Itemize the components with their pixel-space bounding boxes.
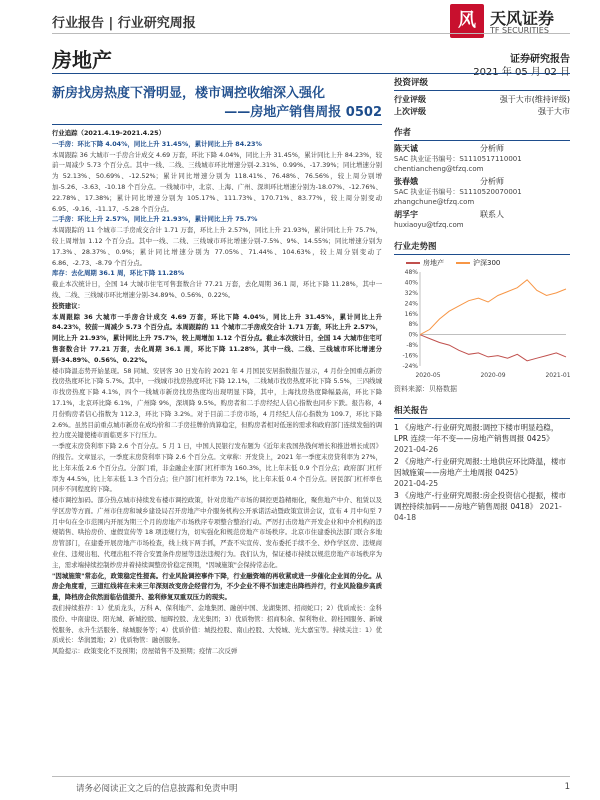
brand-logo [450, 4, 570, 42]
footer [0, 772, 600, 800]
related-date: 2021-04-26 [394, 445, 439, 454]
related-title[interactable]: 3 《房地产-行业研究周报:房企投资信心提振，楼市调控持续加码——房地产销售周报 0418》 [394, 491, 567, 511]
body-paragraph: 行业追踪（2021.4.19-2021.4.25） [52, 129, 165, 137]
y-tick-label: 40% [404, 279, 418, 287]
body-paragraph: 投资建议： [52, 301, 84, 310]
body-paragraph: 风险提示：政策变化不及预期；房屋销售不及预期；疫情二次反弹 [52, 647, 238, 656]
y-tick-label: 32% [404, 289, 418, 297]
y-tick-label: 0% [408, 331, 418, 339]
chart-source: 资料来源：贝格数据 [394, 385, 457, 393]
y-tick-label: 48% [404, 269, 418, 276]
legend-label: 沪深300 [473, 259, 501, 267]
related-heading: 相关报告 [394, 404, 570, 419]
x-tick-label: 2020-09 [480, 372, 506, 379]
body-paragraph: 截止本次统计日，全国 14 大城市住宅可售套数合计 77.21 万套，去化周期 36.1 周，环比下降 11.28%，其中一线、二线、三线城市环比增速分别-34.89%、0.56%、0.22%。 [52, 280, 382, 299]
chart-legend [406, 258, 570, 268]
report-category: 行业报告 | 行业研究周报 [52, 16, 196, 31]
body-paragraph: 一季度末房贷利率下降 2.6 个百分点。5 月 1 日，中国人民银行发布题为《近年来我国热钱何增长和推进增长成因》的报告。文章显示，一季度末房贷利率下降 2.6 个百分点。文章称：开发贷上，2021 年一季度末房贷利率为 27%，比上年末低 2.6 个百分点。分部门看，非金融企业部门杠杆率为 160.3%，比上年末低 0.9 个百分点；政府部门杠杆率为 44.5%，比上年末低 1.3 个百分点；住户部门杠杆率为 72.1%，比上年末低 0.4 个百分点。居民部门杠杆率也同步不同程度的下降。 [52, 442, 382, 494]
legend-label: 房地产 [423, 259, 444, 267]
disclaimer-text: 请务必阅读正文之后的信息披露和免责申明 [76, 784, 238, 794]
x-tick-label: 2021-01 [545, 372, 570, 379]
legend-swatch [406, 262, 420, 264]
related-title[interactable]: 2 《房地产-行业研究周报:土地供应环比降温，楼市因城施策——房地产土地周报 0425》 [394, 457, 567, 477]
body-paragraph: 我们持续推荐：1）优质龙头，万科 A、保利地产、金地集团、融创中国、龙湖集团、招商蛇口；2）优质成长：金科股份、中南建设、阳光城、新城控股、旭辉控股、龙光集团；3）优质物管：招商积余、保利物业、碧桂园服务、新城悦服务、永升生活服务、绿城服务等；4）优质价值：城投控股、南山控股、大悦城、光大嘉宝等。持续关注：1）优质成长：华润置地；2）优质物管：融创服务。 [52, 604, 382, 645]
footer-divider [52, 776, 570, 777]
series-line-property [420, 335, 566, 361]
legend-swatch [456, 262, 470, 264]
report-body [52, 128, 382, 657]
analyst-email[interactable]: huxiaoyu@tfzq.com [394, 221, 464, 229]
trend-chart [394, 268, 570, 380]
page-number: 1 [564, 782, 570, 792]
analyst-name: 陈天诚 [394, 144, 418, 153]
rating-value: 强于大市(维持评级) [499, 95, 570, 104]
related-report-3[interactable] [394, 490, 570, 523]
y-tick-label: 16% [404, 310, 418, 318]
analyst-role: 联系人 [480, 210, 504, 219]
x-tick-label: 2020-05 [415, 372, 441, 379]
logo-mark-icon: 风 [450, 4, 484, 38]
analyst-email[interactable]: zhangchune@tfzq.com [394, 198, 475, 206]
related-report-2[interactable] [394, 456, 570, 489]
prev-rating-row [394, 106, 570, 118]
sector-title: 房地产 [52, 48, 112, 72]
body-paragraph: "因城施策"常态化，政策稳定性提高。行业风险调控事件下降，行业融资端的再收紧或进一步催化企业间的分化。从房企角度看，三道红线将在未来三年深刻改变房企经营行为，不少企业不得不加速走出降档并行，行业风险稳步高质量，降档房企依然面临估值提升、盈利修复双重双压力的现实。 [52, 571, 382, 602]
body-paragraph: 楼市调控加码。部分热点城市持续发布楼市调控政策，针对房地产市场的调控更趋精细化，聚焦地产中介、租赁以及学区房等方面。广州市住房和城乡建设局召开房地产中介服务机构公开承诺活动暨政策宣讲会议，宣布 4 月中旬至 7 月中旬在全市范围内开展为期三个月的房地产市场秩序专项整合整治行动。严厉打击房地产开发企业和中介机构的违规销售、哄抬房价、虚假宣传等 18 项违规行为，切实强化和规范房地产市场秩序。北京市住建委执法部门联合多地房管部门，在建委开展房地产市场检查，线上线下两手抓，严查不实宣传、发布委托手续不全、炒作学区房、违规商业住、违规出租、代理出租不符合安置条件房屋等违法违规行为。我们认为，保证楼市持续以规范房地产市场秩序为主，需求端持续控制炒房并着持续调整房价稳定预期，"因城施策"会保持常态化。 [52, 496, 382, 569]
authors-heading: 作者 [394, 126, 570, 141]
legend-item-hs300 [456, 258, 500, 268]
series-line-hs300 [420, 280, 566, 335]
sector-divider [52, 73, 570, 74]
related-title[interactable]: 1 《房地产-行业研究周报:调控下楼市明显趋稳，LPR 连续一年不变——房地产销售周报 0425》 [394, 423, 559, 443]
trend-heading: 行业走势图 [394, 240, 570, 255]
y-tick-label: -8% [406, 342, 418, 350]
legend-item-property [406, 258, 444, 268]
analyst-2 [394, 177, 570, 207]
title-divider [52, 124, 382, 125]
y-tick-label: -24% [402, 363, 418, 370]
analyst-role: 分析师 [480, 144, 504, 153]
related-date: 2021-04-25 [394, 479, 439, 488]
logo-en: TF SECURITIES [490, 26, 549, 35]
rating-label: 行业评级 [394, 95, 426, 104]
body-paragraph: 一手房：环比下降 4.04%，同比上升 31.45%，累计同比上升 84.23% [52, 139, 262, 148]
body-paragraph: 二手房：环比上升 2.57%，同比上升 21.93%，累计同比上升 75.7% [52, 215, 258, 224]
body-paragraph: 库存：去化周期 36.1 周，环比下降 11.28% [52, 269, 185, 278]
body-paragraph: 本周跟踪 36 大城市一手房合计成交 4.69 万套，环比下降 4.04%，同比上升 31.45%，累计同比上升 84.23%，较前一周减少 5.73 个百分点。其中一线、二线、三线城市环比增速分别-2.31%、0.99%、-17.39%；同比增速分别为 52.13%、50.69%、-12.52%；累计同比增速分别为 118.41%、76.48%、76.56%，较上周分别增加-5.26、-3.63、-10.18 个百分点。一线城市中，北京、上海、广州、深圳环比增速分别为-18.07%、-12.76%、22.78%、17.38%；累计同比增速分别为 105.17%、111.73%、170.71%、83.77%，较上周分别变动 6.95、-9.16、-11.17、-5.28 个百分点。 [52, 150, 382, 213]
related-reports [394, 422, 570, 523]
analyst-role: 分析师 [480, 177, 504, 186]
header-divider [52, 33, 570, 34]
title-line-2: ——房地产销售周报 0502 [224, 105, 382, 120]
report-type: 证券研究报告 [510, 54, 570, 65]
related-report-1[interactable] [394, 422, 570, 455]
y-tick-label: 24% [404, 300, 418, 308]
prev-rating-value: 强于大市 [538, 107, 570, 116]
analyst-name: 胡孚宇 [394, 210, 418, 219]
analyst-email[interactable]: chentiancheng@tfzq.com [394, 165, 484, 173]
rating-heading: 投资评级 [394, 76, 570, 91]
body-paragraph: 本周跟踪的 11 个城市二手房成交合计 1.71 万套，环比上升 2.57%，同比上升 21.93%，累计同比上升 75.7%，较上周增加 1.12 个百分点。其中一线、二线、三线城市环比增速分别-7.5%、9%、14.55%；同比增速分别为 17.3%、28.37%、0.9%；累计同比增速分别为 77.05%、71.44%、104.63%，较上周分别变动了 6.86、-2.73、-8.79 个百分点。 [52, 226, 382, 267]
analyst-3 [394, 210, 570, 230]
related-date: 2021-04-18 [394, 502, 562, 522]
report-title [52, 84, 382, 122]
analyst-1 [394, 144, 570, 174]
analyst-license: SAC 执业证书编号：S1110517110001 [394, 155, 522, 163]
y-tick-label: 8% [408, 321, 418, 329]
logo-name: 天风证券 [490, 9, 555, 28]
y-tick-label: -16% [402, 352, 418, 360]
prev-rating-label: 上次评级 [394, 107, 426, 116]
title-line-1: 新房找房热度下滑明显，楼市调控收缩深入强化 [52, 86, 326, 101]
rating-row [394, 94, 570, 106]
body-paragraph: 本周跟踪 36 大城市一手房合计成交 4.69 万套，环比下降 4.04%，同比上升 31.45%，累计同比上升 84.23%，较前一周减少 5.73 个百分点。本周跟踪的 11 个城市二手房成交合计 1.71 万套，环比上升 2.57%，同比上升 21.93%，累计同比上升 75.7%，较上周增加 1.12 个百分点。截止本次统计日，全国 14 大城市住宅可售套数合计 77.21 万套，去化周期 36.1 周，环比下降 11.28%，其中一线、二线、三线城市环比增速分别-34.89%、0.56%、0.22%。 [52, 312, 382, 364]
body-paragraph: 楼市降温态势开始显现。58 同城、安居客 30 日发布的 2021 年 4 月国民安居指数报告显示，4 月份全国重点新房找房热度环比下降 5.7%。其中，一线城市找房热度环比下降 12.1%，二线城市找房热度环比下降 5.5%，三四线城市找房热度下降 4.1%，四个一线城市新房找房热度均出现明显下降，其中，上海找房热度降幅最高，环比下降 17.1%，北京环比降 6.1%，广州降 9%，深圳降 9.5%。购房者和二手房经纪人信心指数也同步下跌。报告称，4 月份购房者信心指数为 112.3，环比下降 3.2%。对于目前二手房市场，4 月经纪人信心指数为 109.7，环比下降 2.6%。虽然目前重点城市新房在成均价和二手房挂牌价尚算稳定，但购房者相对低迷的需求和政府部门连续发强的调控力度关键使楼市面临更多下行压力。 [52, 366, 382, 440]
report-date: 2021 年 05 月 02 日 [473, 67, 570, 78]
analyst-license: SAC 执业证书编号：S1110520070001 [394, 188, 522, 196]
sidebar [394, 76, 570, 524]
analyst-name: 张春娥 [394, 177, 418, 186]
